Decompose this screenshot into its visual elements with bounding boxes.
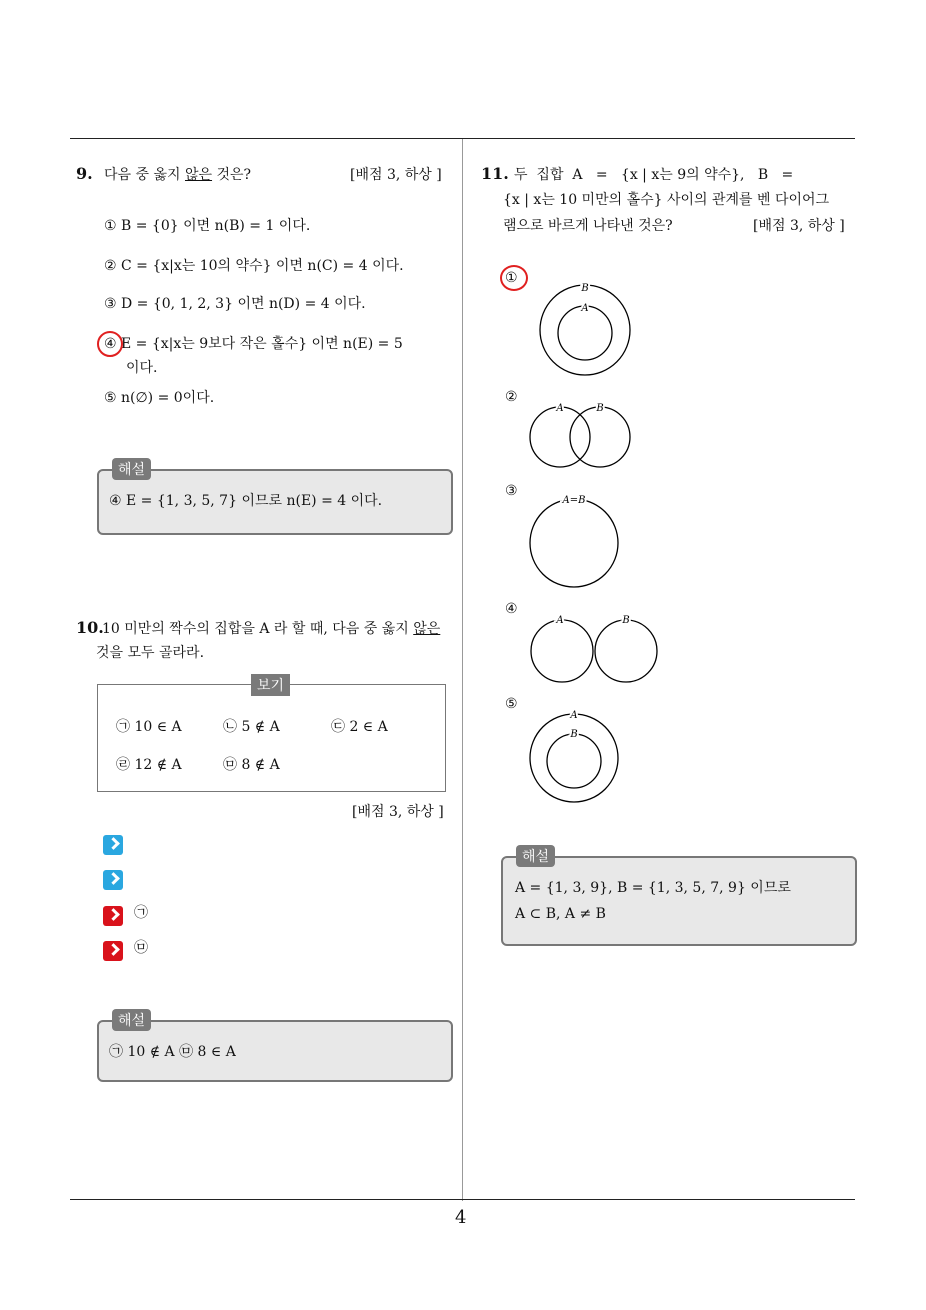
q9-prompt-pre: 다음 중 옳지 xyxy=(104,167,185,183)
q11-solution-line1: A = {1, 3, 9}, B = {1, 3, 5, 7, 9} 이므로 xyxy=(515,880,791,896)
q10-bogi-box xyxy=(97,684,446,792)
q9-option-3[interactable]: ③ D = {0, 1, 2, 3} 이면 n(D) = 4 이다. xyxy=(104,296,366,312)
q10-prompt-under: 않은 xyxy=(413,621,441,637)
venn1-outer-label: B xyxy=(581,283,589,294)
q10-answer-3: ㉠ xyxy=(134,905,148,921)
answer-blank-icon[interactable] xyxy=(103,835,123,855)
q9-solution-box xyxy=(97,469,453,535)
q10-number: 10. xyxy=(76,618,104,637)
q9-option-4-cont: 이다. xyxy=(126,360,158,376)
q11-choice-3[interactable]: ③ xyxy=(505,483,518,499)
q9-option-2[interactable]: ② C = {x|x는 10의 약수} 이면 n(C) = 4 이다. xyxy=(104,258,404,274)
venn-diagrams xyxy=(520,275,660,815)
q10-prompt xyxy=(102,619,440,639)
answer-marked-icon[interactable] xyxy=(103,906,123,926)
q10-bogi-1: ㉠ 10 ∈ A xyxy=(116,719,182,735)
venn5-outer-circle xyxy=(530,714,618,802)
q11-choice-2[interactable]: ② xyxy=(505,389,518,405)
q10-bogi-4: ㉣ 12 ∉ A xyxy=(116,757,182,773)
q10-bogi-3: ㉢ 2 ∈ A xyxy=(331,719,388,735)
venn4-right-label: B xyxy=(622,615,630,626)
bottom-rule xyxy=(70,1199,855,1200)
page-number: 4 xyxy=(455,1207,467,1228)
venn4-right-circle xyxy=(595,620,657,682)
venn2-left-label: A xyxy=(556,403,564,414)
venn5-inner-circle xyxy=(547,734,601,788)
q9-prompt-post: 것은? xyxy=(212,167,252,183)
q10-answer-4: ㉤ xyxy=(134,940,148,956)
venn3-label: A=B xyxy=(562,495,586,506)
q11-line2: {x | x는 10 미만의 홀수} 사이의 관계를 벤 다이어그 xyxy=(503,192,830,208)
venn5-outer-label: A xyxy=(570,710,578,721)
q10-points: [배점 3, 하상 ] xyxy=(352,804,444,820)
venn1-inner-label: A xyxy=(581,303,589,314)
column-divider xyxy=(462,139,463,1201)
q10-solution-box xyxy=(97,1020,453,1082)
q9-option-1[interactable]: ① B = {0} 이면 n(B) = 1 이다. xyxy=(104,218,311,234)
q9-prompt-under: 않은 xyxy=(184,167,213,183)
q9-points: [배점 3, 하상 ] xyxy=(350,167,442,183)
venn4-left-circle xyxy=(531,620,593,682)
venn2-right-circle xyxy=(570,407,630,467)
q10-solution-tab: 해설 xyxy=(112,1009,151,1031)
venn2-right-label: B xyxy=(596,403,604,414)
venn4-left-label: A xyxy=(556,615,564,626)
q10-prompt-line2: 것을 모두 골라라. xyxy=(96,645,205,661)
q9-option-4[interactable]: ④ E = {x|x는 9보다 작은 홀수} 이면 n(E) = 5 xyxy=(104,336,403,352)
venn2-left-circle xyxy=(530,407,590,467)
answer-blank-icon[interactable] xyxy=(103,870,123,890)
q11-solution-line2: A ⊂ B, A ≠ B xyxy=(515,906,606,922)
q10-prompt-pre: 10 미만의 짝수의 집합을 A 라 할 때, 다음 중 옳지 xyxy=(102,621,414,637)
q11-solution-tab: 해설 xyxy=(516,845,555,867)
q11-line1: 두 집합 A = {x | x는 9의 약수}, B = xyxy=(514,167,794,183)
q11-choice-4[interactable]: ④ xyxy=(505,601,518,617)
q9-selected-mark xyxy=(97,331,123,357)
q9-number: 9. xyxy=(76,164,93,183)
venn5-inner-label: B xyxy=(570,729,578,740)
q11-choice-1[interactable]: ① xyxy=(505,270,518,286)
q10-bogi-2: ㉡ 5 ∉ A xyxy=(223,719,280,735)
q9-option-5[interactable]: ⑤ n(∅) = 0이다. xyxy=(104,390,215,406)
q11-choice-5[interactable]: ⑤ xyxy=(505,696,518,712)
q10-bogi-5: ㉤ 8 ∉ A xyxy=(223,757,280,773)
venn3-circle xyxy=(530,499,618,587)
q10-solution-text: ㉠ 10 ∉ A ㉤ 8 ∈ A xyxy=(109,1044,236,1060)
q9-solution-text: ④ E = {1, 3, 5, 7} 이므로 n(E) = 4 이다. xyxy=(109,493,383,509)
q11-points: [배점 3, 하상 ] xyxy=(753,218,845,234)
answer-marked-icon[interactable] xyxy=(103,941,123,961)
q9-solution-tab: 해설 xyxy=(112,458,151,480)
venn1-outer-circle xyxy=(540,285,630,375)
venn1-inner-circle xyxy=(558,306,612,360)
q10-bogi-tab: 보기 xyxy=(251,674,290,696)
q11-solution-box xyxy=(501,856,857,946)
q9-prompt xyxy=(104,165,251,185)
q11-number: 11. xyxy=(481,164,509,183)
q11-line3: 램으로 바르게 나타낸 것은? xyxy=(503,218,673,234)
